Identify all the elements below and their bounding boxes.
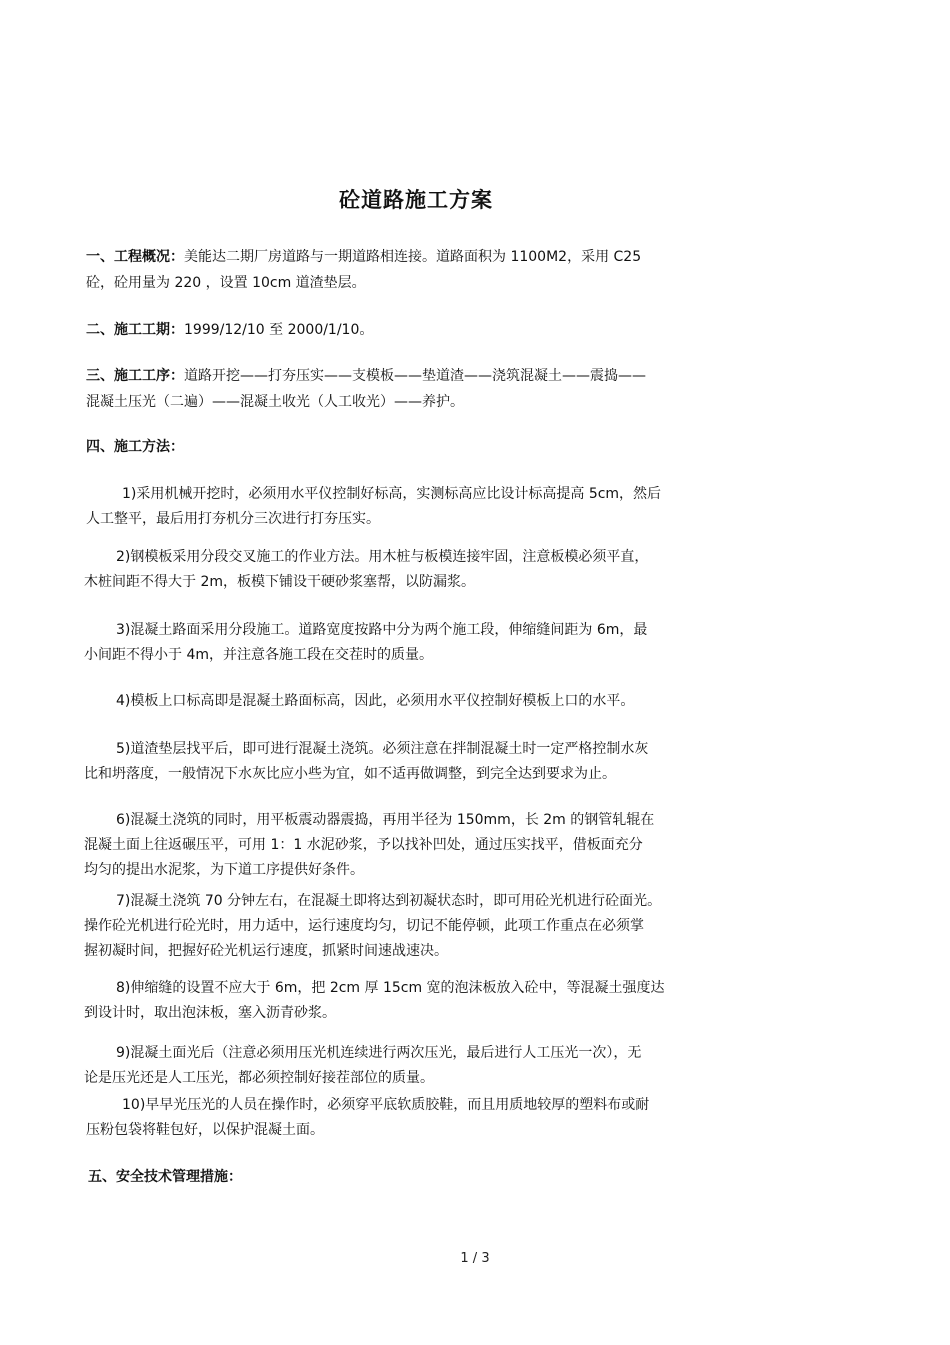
method-item-8 — [84, 976, 748, 1026]
section-heading: 五、安全技术管理措施： — [88, 1169, 242, 1185]
method-item-4 — [84, 689, 748, 714]
method-text: 论是压光还是人工压光，都必须控制好接茬部位的质量。 — [84, 1070, 434, 1086]
method-text: 9)混凝土面光后（注意必须用压光机连续进行两次压光，最后进行人工压光一次），无 — [116, 1045, 642, 1061]
method-text: 8)伸缩缝的设置不应大于 6m，把 2cm 厚 15cm 宽的泡沫板放入砼中，等混凝土强度达 — [116, 980, 665, 996]
method-item-1 — [84, 482, 748, 532]
section-text: 混凝土压光（二遍）——混凝土收光（人工收光）——养护。 — [86, 394, 464, 410]
method-text: 比和坍落度，一般情况下水灰比应小些为宜，如不适再做调整，到完全达到要求为止。 — [84, 766, 616, 782]
section-heading: 一、工程概况： — [86, 249, 184, 265]
method-text: 5)道渣垫层找平后，即可进行混凝土浇筑。必须注意在拌制混凝土时一定严格控制水灰 — [116, 741, 649, 757]
method-text: 操作砼光机进行砼光时，用力适中，运行速度均匀，切记不能停顿，此项工作重点在必须掌 — [84, 918, 644, 934]
method-text: 2)钢模板采用分段交叉施工的作业方法。用木桩与板模连接牢固，注意板模必须平直， — [116, 549, 649, 565]
method-item-7 — [84, 889, 748, 964]
method-text: 10)早早光压光的人员在操作时，必须穿平底软质胶鞋，而且用质地较厚的塑料布或耐 — [122, 1097, 650, 1113]
section-text: 道路开挖——打夯压实——支模板——垫道渣——浇筑混凝土——震捣—— — [184, 368, 646, 384]
method-item-9 — [84, 1041, 748, 1091]
section-safety — [88, 1164, 758, 1190]
method-item-6 — [84, 808, 748, 883]
method-text: 到设计时，取出泡沫板，塞入沥青砂浆。 — [84, 1005, 336, 1021]
section-heading: 二、施工工期： — [86, 322, 184, 338]
section-schedule — [86, 317, 756, 343]
method-text: 人工整平，最后用打夯机分三次进行打夯压实。 — [86, 511, 380, 527]
section-text: 美能达二期厂房道路与一期道路相连接。道路面积为 1100M2，采用 C25 — [184, 249, 642, 265]
section-text: 1999/12/10 至 2000/1/10。 — [184, 322, 374, 338]
method-text: 3)混凝土路面采用分段施工。道路宽度按路中分为两个施工段，伸缩缝间距为 6m，最 — [116, 622, 648, 638]
section-heading: 四、施工方法： — [86, 439, 184, 455]
method-text: 木桩间距不得大于 2m，板模下铺设干硬砂浆塞帮，以防漏浆。 — [84, 574, 475, 590]
section-heading: 三、施工工序： — [86, 368, 184, 384]
method-text: 1)采用机械开挖时，必须用水平仪控制好标高，实测标高应比设计标高提高 5cm，然后 — [122, 486, 662, 502]
method-text: 4)模板上口标高即是混凝土路面标高，因此，必须用水平仪控制好模板上口的水平。 — [116, 693, 635, 709]
section-procedure — [86, 363, 756, 415]
method-item-5 — [84, 737, 748, 787]
section-text: 砼，砼用量为 220 ，设置 10cm 道渣垫层。 — [86, 275, 366, 291]
document-title: 砼道路施工方案 — [339, 188, 493, 212]
page-number: 1 / 3 — [460, 1251, 490, 1266]
section-overview — [86, 244, 756, 296]
method-text: 混凝土面上往返碾压平，可用 1：1 水泥砂浆，予以找补凹处，通过压实找平，借板面充分 — [84, 837, 643, 853]
method-text: 7)混凝土浇筑 70 分钟左右，在混凝土即将达到初凝状态时，即可用砼光机进行砼面光。 — [116, 893, 662, 909]
section-method — [86, 434, 756, 460]
method-text: 6)混凝土浇筑的同时，用平板震动器震捣，再用半径为 150mm，长 2m 的钢管轧辊在 — [116, 812, 655, 828]
method-text: 小间距不得小于 4m，并注意各施工段在交茬时的质量。 — [84, 647, 433, 663]
method-item-10 — [84, 1093, 748, 1143]
method-item-3 — [84, 618, 748, 668]
method-text: 握初凝时间，把握好砼光机运行速度，抓紧时间速战速决。 — [84, 943, 448, 959]
method-text: 均匀的提出水泥浆，为下道工序提供好条件。 — [84, 862, 364, 878]
method-item-2 — [84, 545, 748, 595]
method-text: 压粉包袋将鞋包好，以保护混凝土面。 — [86, 1122, 324, 1138]
